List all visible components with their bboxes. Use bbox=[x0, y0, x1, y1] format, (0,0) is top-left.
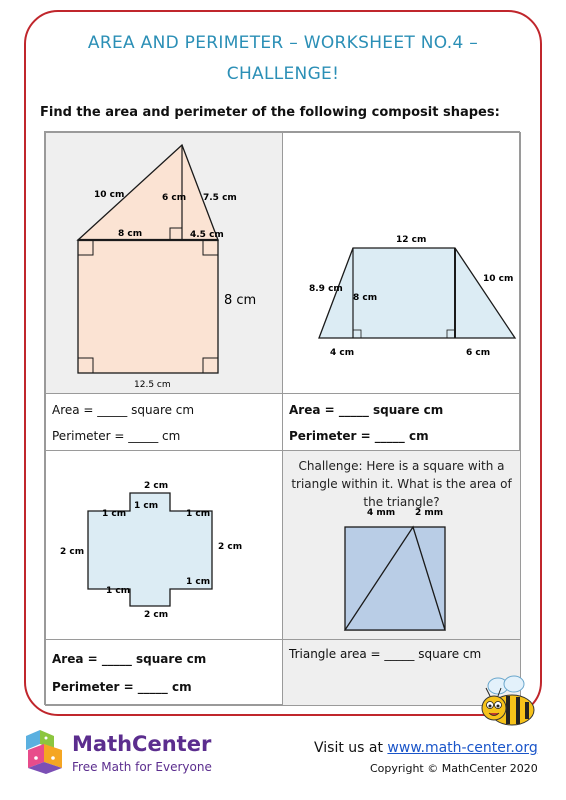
p3-label-ul-h: 1 cm bbox=[102, 509, 127, 519]
p2-area-answer[interactable]: Area = _____ square cm bbox=[289, 403, 444, 417]
p3-label-ul-v: 1 cm bbox=[134, 501, 159, 511]
p1-label-hyp: 10 cm bbox=[94, 190, 125, 200]
p1-label-base-left: 8 cm bbox=[118, 229, 143, 239]
p3-label-lr-v: 1 cm bbox=[186, 577, 211, 587]
problem-2-answers bbox=[282, 393, 521, 451]
p4-label-right: 2 mm bbox=[415, 508, 444, 518]
challenge-text: Challenge: Here is a square with a triangle within it. What is the area of the triangle? bbox=[291, 459, 512, 509]
bee-mascot-icon bbox=[478, 672, 540, 730]
p2-label-right-slant: 10 cm bbox=[483, 274, 514, 284]
p3-label-left: 2 cm bbox=[60, 547, 85, 557]
p1-label-rect-width: 12.5 cm bbox=[134, 380, 171, 390]
copyright-text: Copyright © MathCenter 2020 bbox=[370, 762, 538, 775]
problem-4-figure bbox=[282, 450, 521, 640]
p3-label-top: 2 cm bbox=[144, 481, 169, 491]
visit-prefix: Visit us at bbox=[314, 740, 388, 756]
problem-4-diagram bbox=[283, 451, 522, 641]
p3-perimeter-answer[interactable]: Perimeter = _____ cm bbox=[52, 680, 192, 694]
p3-label-ur-h: 1 cm bbox=[186, 509, 211, 519]
p2-perimeter-answer[interactable]: Perimeter = _____ cm bbox=[289, 429, 429, 443]
p1-label-side: 7.5 cm bbox=[203, 193, 237, 203]
problem-3-figure bbox=[45, 450, 283, 640]
visit-line bbox=[314, 740, 538, 756]
problem-3-answers bbox=[45, 639, 283, 706]
problem-1-figure bbox=[45, 132, 283, 394]
brand-name: MathCenter bbox=[72, 732, 212, 756]
p4-label-left: 4 mm bbox=[367, 508, 396, 518]
problem-2-diagram bbox=[283, 133, 522, 395]
problem-1-diagram bbox=[46, 133, 284, 395]
p1-label-rect-height: 8 cm bbox=[224, 293, 257, 308]
p2-label-height: 8 cm bbox=[353, 293, 378, 303]
p1-area-answer[interactable]: Area = _____ square cm bbox=[52, 403, 195, 417]
problem-3-diagram bbox=[46, 451, 284, 641]
p3-label-ll-v: 1 cm bbox=[106, 586, 131, 596]
p3-label-right: 2 cm bbox=[218, 542, 243, 552]
instruction-text: Find the area and perimeter of the following composit shapes: bbox=[40, 105, 500, 120]
p2-label-bottom-right: 6 cm bbox=[466, 348, 491, 358]
p2-label-bottom-left: 4 cm bbox=[330, 348, 355, 358]
p1-perimeter-answer[interactable]: Perimeter = _____ cm bbox=[52, 429, 181, 443]
problem-grid bbox=[44, 131, 520, 705]
p3-area-answer[interactable]: Area = _____ square cm bbox=[52, 652, 207, 666]
p2-label-left-slant: 8.9 cm bbox=[309, 284, 343, 294]
p1-label-base-right: 4.5 cm bbox=[190, 230, 224, 240]
website-link[interactable]: www.math-center.org bbox=[387, 740, 538, 756]
p4-triangle-answer[interactable]: Triangle area = _____ square cm bbox=[289, 647, 482, 661]
problem-1-answers bbox=[45, 393, 283, 451]
p1-label-height: 6 cm bbox=[162, 193, 187, 203]
p3-label-bottom: 2 cm bbox=[144, 610, 169, 620]
problem-2-figure bbox=[282, 132, 521, 394]
p2-label-top: 12 cm bbox=[396, 235, 427, 245]
mathcenter-logo-icon bbox=[24, 728, 68, 774]
worksheet-title: AREA AND PERIMETER – WORKSHEET NO.4 – CHALLENGE! bbox=[87, 33, 479, 84]
brand-tagline: Free Math for Everyone bbox=[72, 760, 212, 774]
